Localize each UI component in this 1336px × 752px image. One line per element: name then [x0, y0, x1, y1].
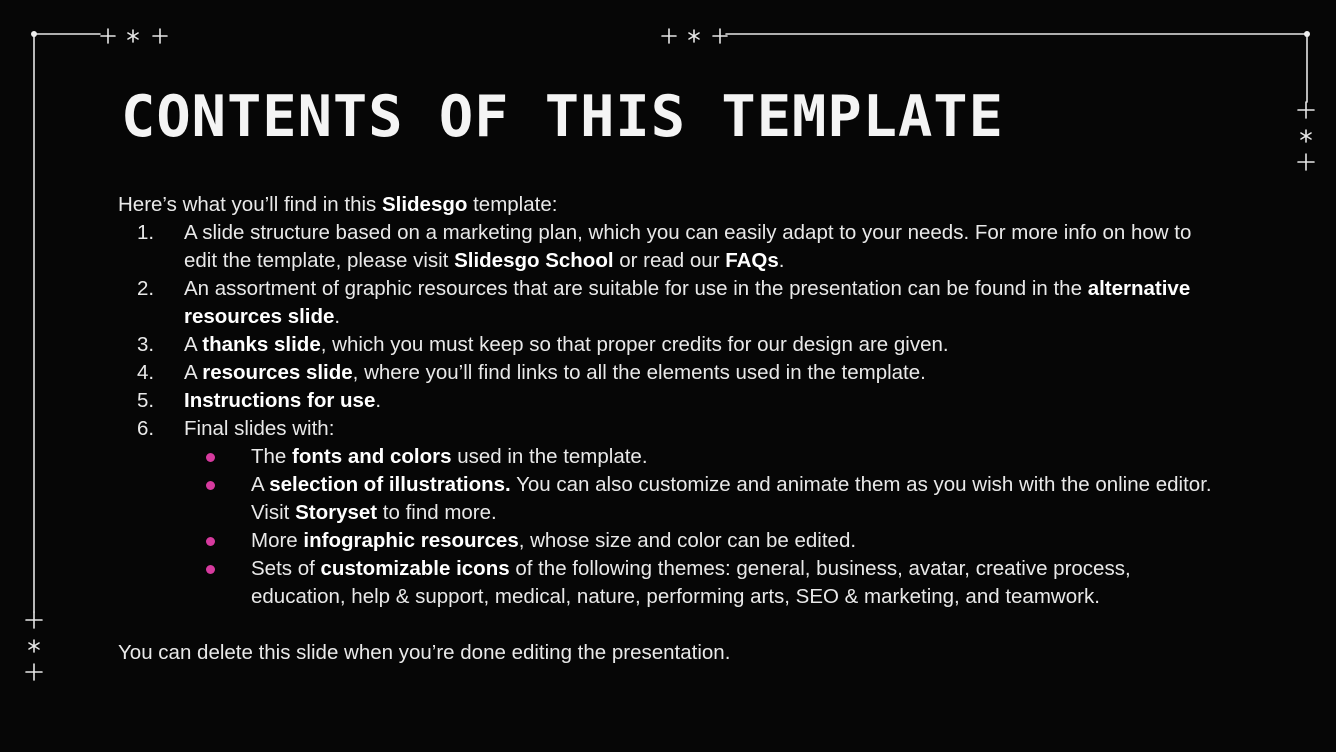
bold-text: thanks slide [202, 333, 321, 356]
plus-icon [1298, 154, 1314, 170]
asterisk-icon [128, 30, 138, 42]
list-item [118, 219, 1228, 275]
bold-text: Slidesgo School [454, 249, 614, 272]
list-item-number: 6. [137, 417, 155, 440]
sub-list-item-text [251, 557, 1131, 608]
list-item-text [184, 277, 1190, 328]
list-item-number: 5. [137, 389, 155, 412]
text-run: , whose size and color can be edited. [518, 529, 857, 552]
brand-name: Slidesgo [381, 193, 468, 216]
text-run: More [251, 529, 304, 552]
bold-text: Instructions for use [184, 389, 376, 412]
bold-text: Storyset [295, 501, 378, 524]
text-run: A [184, 361, 203, 384]
text-run: used in the template. [451, 445, 648, 468]
text-run: Final slides with: [184, 417, 335, 440]
intro-text-start: Here’s what you’ll find in this [118, 193, 382, 216]
text-run: , which you must keep so that proper credits for our design are given. [320, 333, 949, 356]
list-item-text [184, 389, 381, 412]
text-run: A slide structure based on a marketing plan, which you can easily adapt to your needs. For more info on how to edit the template, please visit [184, 221, 1192, 272]
contents-list [118, 219, 1228, 611]
text-run: . [334, 305, 341, 328]
sub-list-item-text [251, 445, 648, 468]
text-run: A [184, 333, 203, 356]
list-item-text [184, 361, 926, 384]
slide-content [118, 191, 1228, 667]
list-item-text [184, 221, 1191, 272]
plus-icon [26, 664, 42, 680]
list-item [118, 359, 1228, 387]
list-item-number: 1. [137, 221, 155, 244]
sub-list-item [184, 471, 1228, 527]
sub-list-item-text [251, 473, 1212, 524]
plus-icon [662, 29, 676, 43]
text-run: A [251, 473, 270, 496]
bullet-icon [206, 537, 215, 546]
list-item-text [184, 417, 334, 440]
plus-icon [101, 29, 115, 43]
outro-text: You can delete this slide when you’re done editing the presentation. [118, 641, 731, 664]
text-run: . [375, 389, 382, 412]
text-run: Sets of [251, 557, 321, 580]
bold-text: resources slide [202, 361, 353, 384]
asterisk-icon [689, 30, 699, 42]
bold-text: infographic resources [303, 529, 519, 552]
bold-text: fonts and colors [292, 445, 452, 468]
bullet-icon [206, 453, 215, 462]
sub-list-item [184, 527, 1228, 555]
sub-list [184, 443, 1228, 611]
slide-title: CONTENTS OF THIS TEMPLATE [121, 84, 1004, 150]
asterisk-icon [29, 640, 39, 652]
sub-list-item [184, 555, 1228, 611]
text-run: , where you’ll find links to all the elements used in the template. [352, 361, 926, 384]
list-item [118, 415, 1228, 611]
list-item [118, 275, 1228, 331]
plus-icon [26, 612, 42, 628]
bold-text: alternative resources slide [184, 277, 1191, 328]
asterisk-icon [1301, 130, 1311, 142]
dot-icon [1304, 31, 1310, 37]
list-item-number: 2. [137, 277, 155, 300]
text-run: The [251, 445, 293, 468]
list-item [118, 387, 1228, 415]
text-run: You can also customize and animate them as you wish with the online editor. Visit [251, 473, 1212, 524]
plus-icon [1298, 102, 1314, 118]
list-item [118, 331, 1228, 359]
intro-text-end: template: [467, 193, 558, 216]
sub-list-item [184, 443, 1228, 471]
bold-text: selection of illustrations. [269, 473, 511, 496]
bold-text: FAQs [725, 249, 779, 272]
plus-icon [713, 29, 727, 43]
intro-text [118, 191, 1228, 219]
bullet-icon [206, 565, 215, 574]
text-run: . [778, 249, 785, 272]
list-item-number: 3. [137, 333, 155, 356]
sub-list-item-text [251, 529, 856, 552]
text-run: An assortment of graphic resources that are suitable for use in the presentation can be found in the [184, 277, 1088, 300]
dot-icon [31, 31, 37, 37]
list-item-text [184, 333, 949, 356]
list-item-number: 4. [137, 361, 155, 384]
text-run: or read our [613, 249, 726, 272]
plus-icon [153, 29, 167, 43]
text-run: to find more. [377, 501, 497, 524]
text-run: of the following themes: general, business, avatar, creative process, education, help & support, medical, nature, performing arts, SEO & marketing, and teamwork. [251, 557, 1131, 608]
bold-text: customizable icons [320, 557, 510, 580]
bullet-icon [206, 481, 215, 490]
